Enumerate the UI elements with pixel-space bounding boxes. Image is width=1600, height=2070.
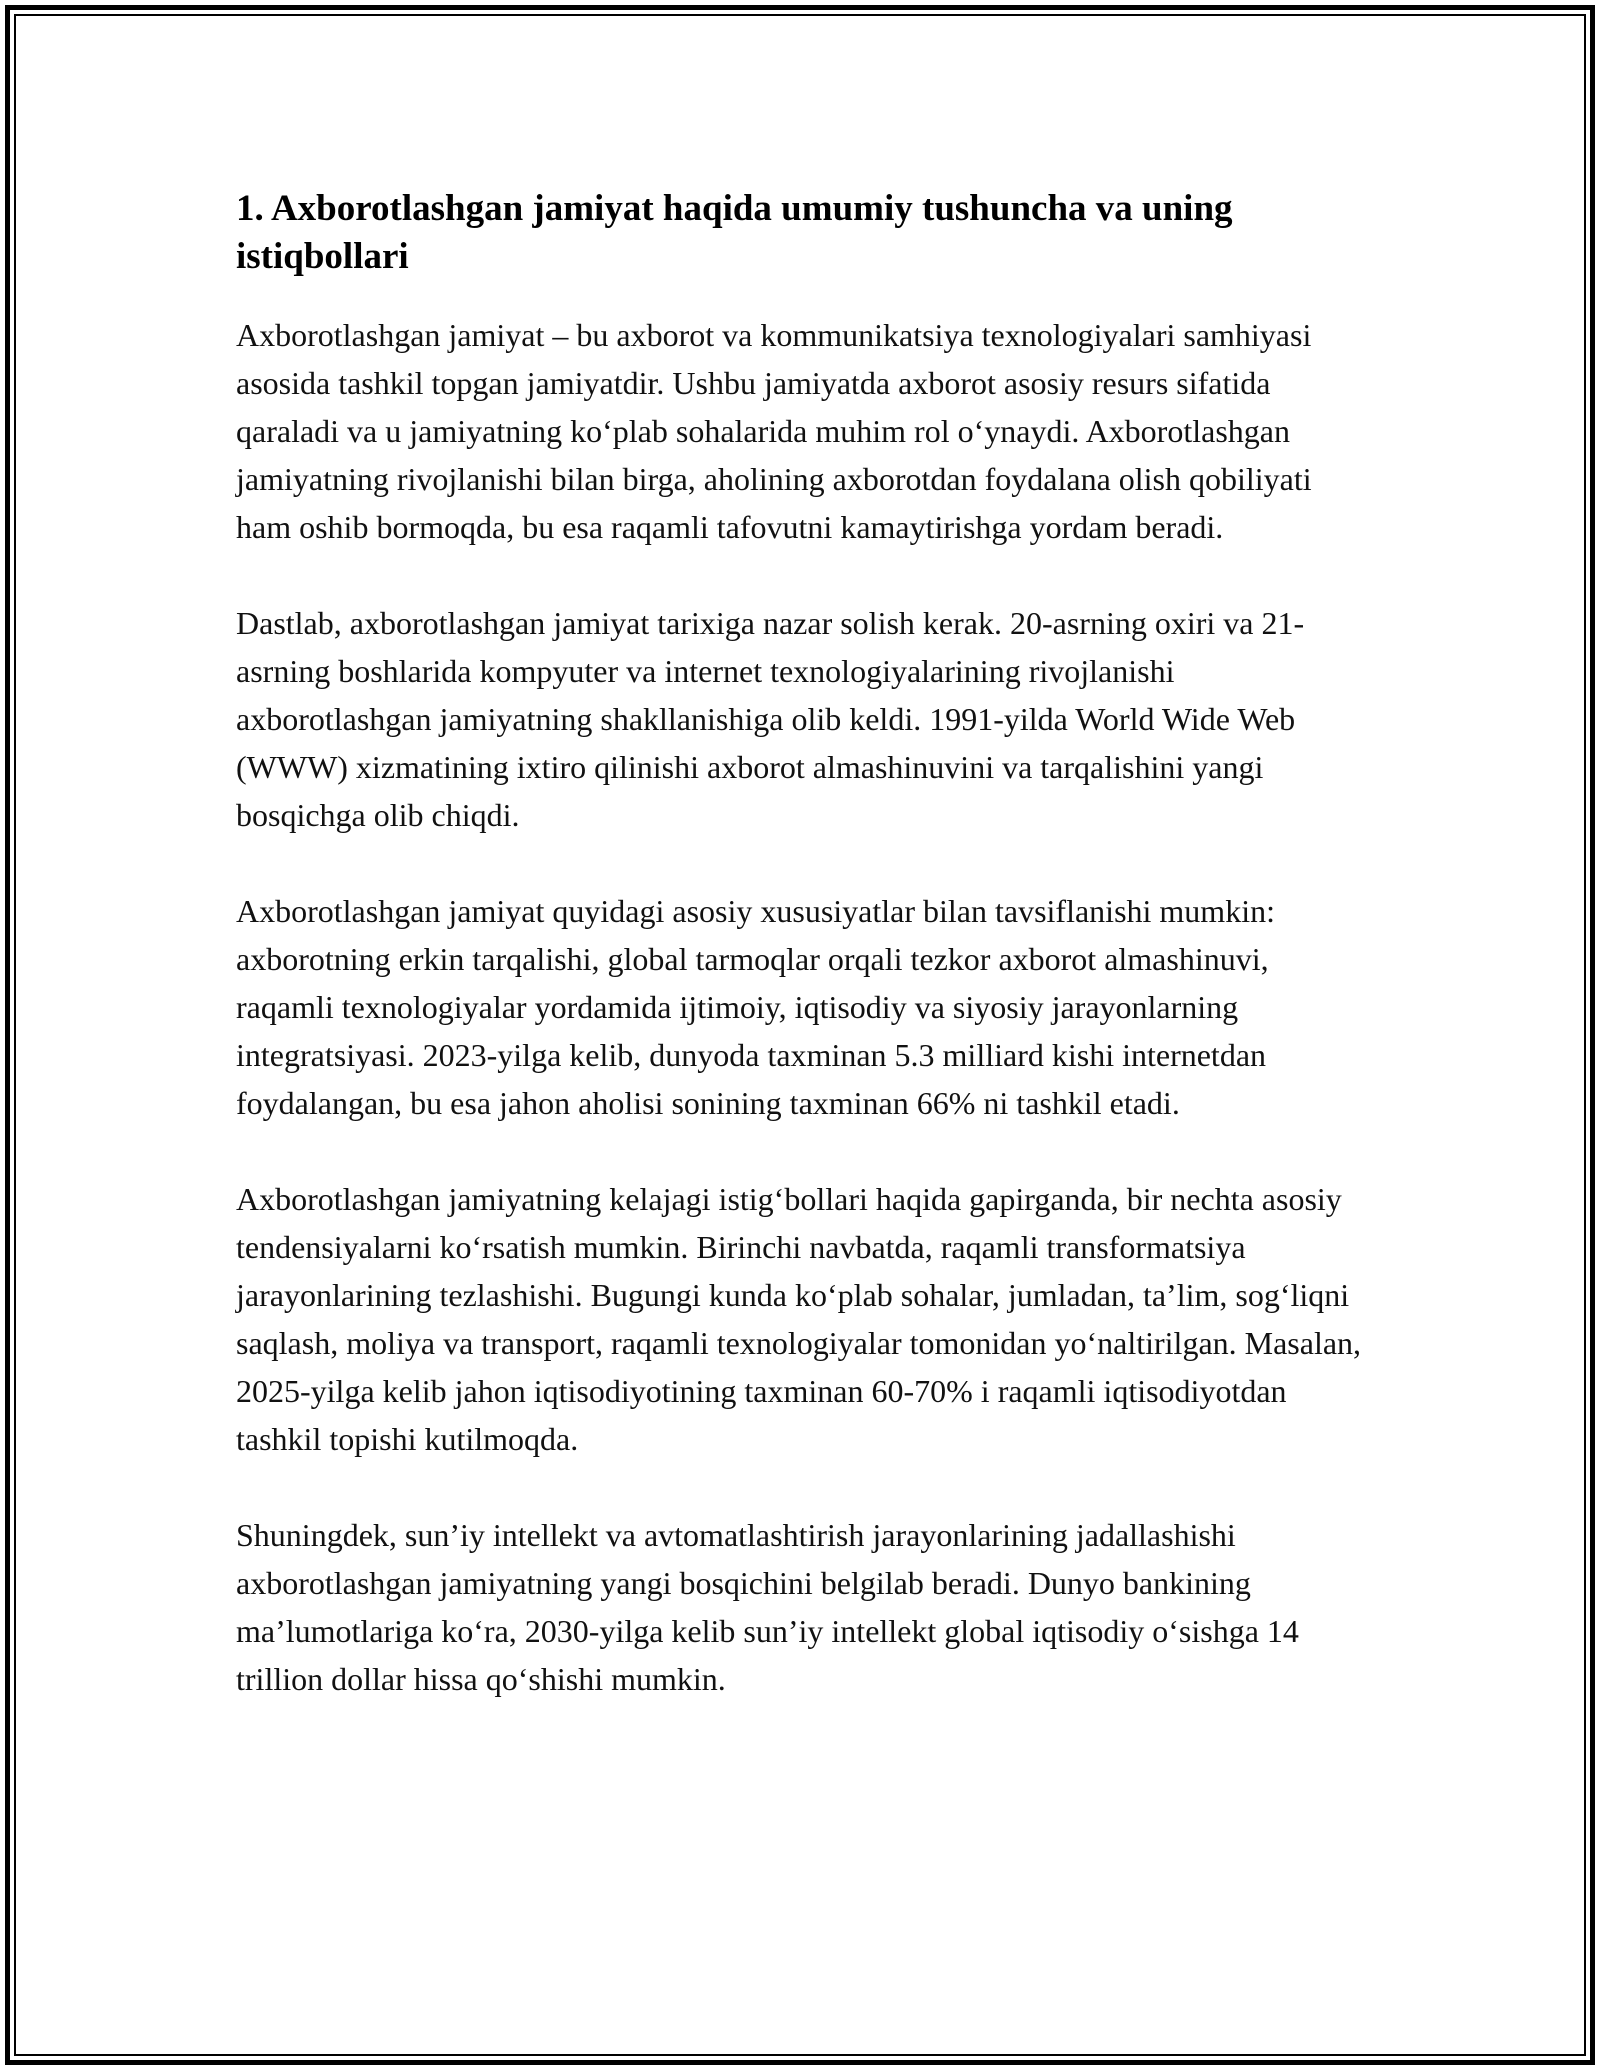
paragraph-history: Dastlab, axborotlashgan jamiyat tarixiga nazar solish kerak. 20-asrning oxiri va 21-asrning boshlarida kompyuter va internet texnologiyalarining rivojlanishi axborotlashgan jamiyatning shakllanishiga olib keldi. 1991-yilda World Wide Web (WWW) xizmatining ixtiro qilinishi axborot almashinuvini va tarqalishini yangi bosqichga olib chiqdi. [236,605,1305,833]
paragraph-features: Axborotlashgan jamiyat quyidagi asosiy xususiyatlar bilan tavsiflanishi mumkin: axborotning erkin tarqalishi, global tarmoqlar orqali tezkor axborot almashinuvi, raqamli texnologiyalar yordamida ijtimoiy, iqtisodiy va siyosiy jarayonlarning integratsiyasi. 2023-yilga kelib, dunyoda taxminan 5.3 milliard kishi internetdan foydalangan, bu esa jahon aholisi sonining taxminan 66% ni tashkil etadi. [236,893,1275,1121]
document-body [236,185,1366,1751]
paragraph-definition: Axborotlashgan jamiyat – bu axborot va kommunikatsiya texnologiyalari samhiyasi asosida tashkil topgan jamiyatdir. Ushbu jamiyatda axborot asosiy resurs sifatida qaraladi va u jamiyatning koʻplab sohalarida muhim rol oʻynaydi. Axborotlashgan jamiyatning rivojlanishi bilan birga, aholining axborotdan foydalana olish qobiliyati ham oshib bormoqda, bu esa raqamli tafovutni kamaytirishga yordam beradi. [236,317,1312,545]
paragraph-artificial-intelligence: Shuningdek, sun’iy intellekt va avtomatlashtirish jarayonlarining jadallashishi axborotlashgan jamiyatning yangi bosqichini belgilab beradi. Dunyo bankining ma’lumotlariga koʻra, 2030-yilga kelib sun’iy intellekt global iqtisodiy oʻsishga 14 trillion dollar hissa qoʻshishi mumkin. [236,1517,1299,1697]
section-heading: 1. Axborotlashgan jamiyat haqida umumiy tushuncha va uning istiqbollari [236,188,1233,277]
paragraph-future-prospects: Axborotlashgan jamiyatning kelajagi istigʻbollari haqida gapirganda, bir nechta asosiy tendensiyalarni koʻrsatish mumkin. Birinchi navbatda, raqamli transformatsiya jarayonlarining tezlashishi. Bugungi kunda koʻplab sohalar, jumladan, ta’lim, sogʻliqni saqlash, moliya va transport, raqamli texnologiyalar tomonidan yoʻnaltirilgan. Masalan, 2025-yilga kelib jahon iqtisodiyotining taxminan 60-70% i raqamli iqtisodiyotdan tashkil topishi kutilmoqda. [236,1181,1362,1457]
